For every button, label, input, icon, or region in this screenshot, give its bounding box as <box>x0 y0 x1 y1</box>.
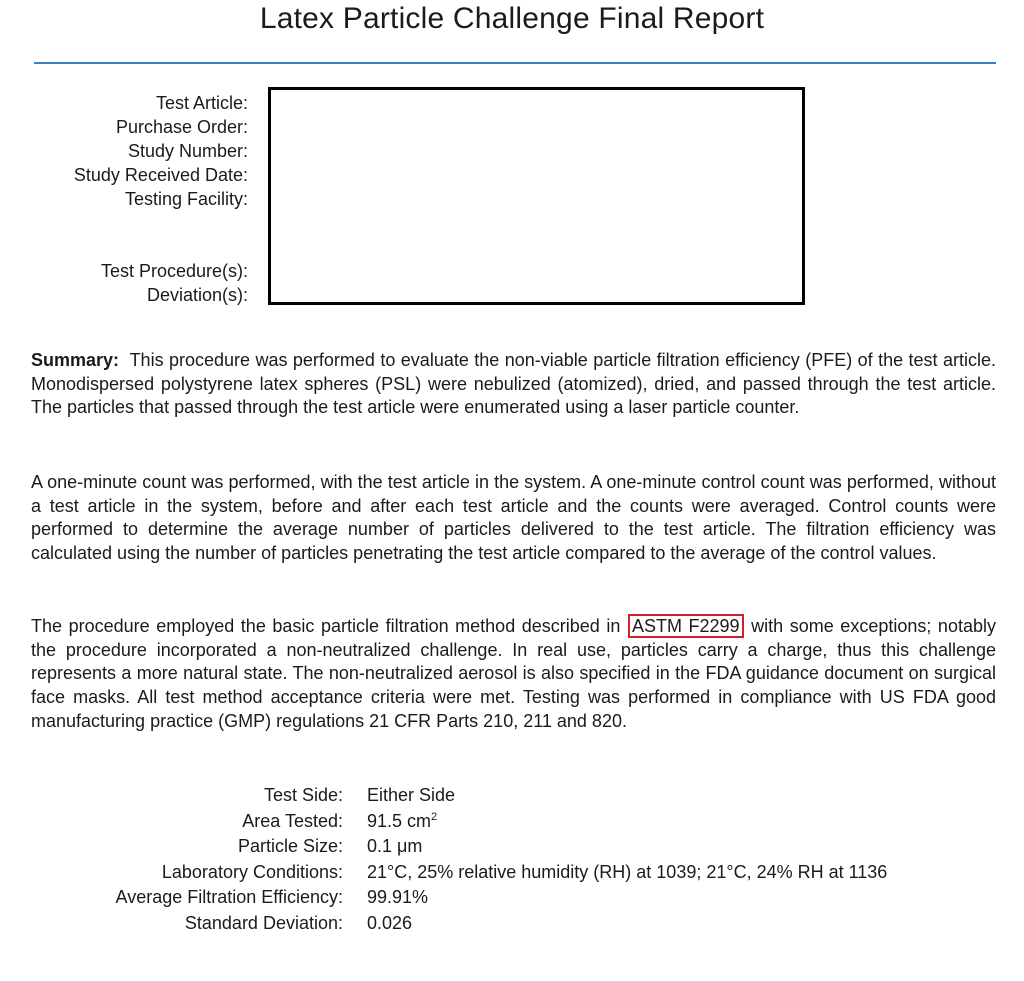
result-value: 99.91% <box>367 887 429 907</box>
result-label: Average Filtration Efficiency: <box>115 887 343 907</box>
astm-standard-highlight: ASTM F2299 <box>628 614 744 638</box>
result-value: Either Side <box>367 785 456 805</box>
study-info-labels <box>20 91 248 307</box>
result-value: 0.026 <box>367 912 413 933</box>
summary-paragraph <box>31 349 996 420</box>
area-unit-exponent: 2 <box>431 810 438 823</box>
result-value <box>367 809 437 835</box>
result-value: 21°C, 25% relative humidity (RH) at 1039; 21°C, 24% RH at 1136 <box>367 861 888 882</box>
label-testing-facility: Testing Facility: <box>124 189 248 209</box>
label-test-article: Test Article: <box>155 93 248 113</box>
summary-text: This procedure was performed to evaluate the non-viable particle filtration efficiency (PFE) of the test article. Monodispersed polystyrene latex spheres (PSL) were nebulized (atomized), dried, and passed through the test article. The particles that passed through the test article were enumerated using a laser particle counter. <box>31 350 996 418</box>
result-row-lab-conditions <box>60 860 887 886</box>
label-study-received-date: Study Received Date: <box>73 165 248 185</box>
area-value: 91.5 cm <box>367 810 432 831</box>
result-row-area-tested <box>60 809 887 835</box>
result-value: 0.1 μm <box>367 836 423 856</box>
label-gap <box>20 211 248 259</box>
result-row-test-side <box>60 783 887 809</box>
report-title: Latex Particle Challenge Final Report <box>259 2 765 35</box>
label-study-number: Study Number: <box>127 141 248 161</box>
procedure-paragraph <box>31 615 996 734</box>
result-label: Area Tested: <box>242 810 343 831</box>
title-divider <box>34 62 996 64</box>
procedure-text-after: with some exceptions; notably the procedure incorporated a non-neutralized challenge. In real use, particles carry a charge, thus this challenge represents a more natural state. The non-neutralized aerosol is also specified in the FDA guidance document on surgical face masks. All test method acceptance criteria were met. Testing was performed in compliance with US FDA good manufacturing practice (GMP) regulations 21 CFR Parts 210, 211 and 820. <box>31 616 996 731</box>
label-deviations: Deviation(s): <box>146 285 248 305</box>
results-table <box>60 783 887 936</box>
result-label: Laboratory Conditions: <box>161 861 343 882</box>
result-label: Particle Size: <box>237 836 343 856</box>
result-row-std-dev <box>60 911 887 937</box>
result-row-particle-size <box>60 834 887 860</box>
redacted-info-box <box>268 87 805 305</box>
result-label: Standard Deviation: <box>184 912 343 933</box>
procedure-text-before: The procedure employed the basic particle filtration method described in <box>31 616 621 636</box>
label-test-procedures: Test Procedure(s): <box>100 261 248 281</box>
label-purchase-order: Purchase Order: <box>115 117 248 137</box>
result-label: Test Side: <box>263 785 343 805</box>
count-paragraph: A one-minute count was performed, with the test article in the system. A one-minute control count was performed, without a test article in the system, before and after each test article and the counts were averaged. Control counts were performed to determine the average number of particles delivered to the test article. The filtration efficiency was calculated using the number of particles penetrating the test article compared to the average of the control values. <box>31 472 996 564</box>
summary-heading: Summary: <box>31 350 120 370</box>
result-row-avg-efficiency <box>60 885 887 911</box>
